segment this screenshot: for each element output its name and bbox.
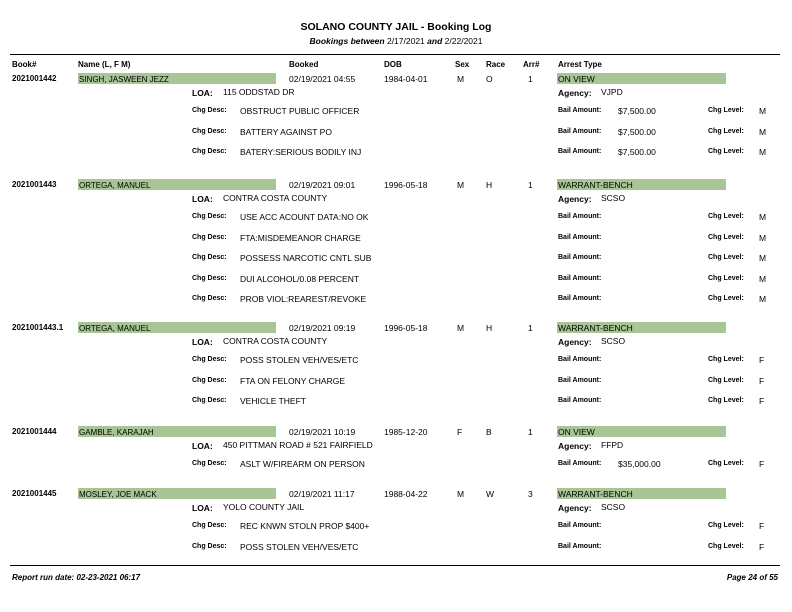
inmate-name: ORTEGA, MANUEL [79,324,151,333]
agency-value: SCSO [601,336,626,346]
bail-amount-label: Bail Amount: [558,542,602,550]
charge-desc-label: Chg Desc: [192,522,227,529]
col-header-booked: Booked [289,60,319,69]
race: H [486,323,493,333]
date-of-birth: 1984-04-01 [384,74,428,84]
bail-amount: $7,500.00 [618,126,656,137]
loa-label: LOA: [192,503,213,513]
booked-datetime: 02/19/2021 09:01 [289,180,356,190]
bail-amount-label: Bail Amount: [558,254,602,261]
charge-description: OBSTRUCT PUBLIC OFFICER [240,106,360,116]
sex: M [457,323,465,333]
arrest-count: 1 [528,427,533,437]
charge-level: M [759,106,767,116]
charge-level-label: Chg Level: [708,376,744,384]
charge-level: M [759,212,767,222]
charge-level: M [759,232,767,243]
arrest-type: WARRANT-BENCH [558,323,633,333]
charge-level-label: Chg Level: [708,542,744,550]
charge-level: F [759,375,765,386]
col-header-arrest-type: Arrest Type [558,60,602,69]
charge-level-label: Chg Level: [708,148,744,155]
charge-desc-label: Chg Desc: [192,397,227,404]
booking-number: 2021001443.1 [12,323,64,332]
bail-amount-label: Bail Amount: [558,148,602,155]
charge-level: M [759,253,767,263]
loa-value: CONTRA COSTA COUNTY [223,193,328,203]
charge-level-label: Chg Level: [708,522,744,529]
bail-amount: $35,000.00 [618,459,661,469]
col-header-dob: DOB [384,60,402,69]
charge-level-label: Chg Level: [708,233,744,241]
report-title: SOLANO COUNTY JAIL - Booking Log [300,21,492,33]
charge-description: POSS STOLEN VEH/VES/ETC [240,541,359,552]
loa-label: LOA: [192,441,213,451]
agency-label: Agency: [558,88,592,98]
booked-datetime: 02/19/2021 09:19 [289,323,356,333]
booking-number: 2021001442 [12,74,57,83]
col-header-book: Book# [12,60,37,69]
charge-description: DUI ALCOHOL/0.08 PERCENT [240,273,360,284]
charge-level: M [759,126,767,137]
inmate-name: ORTEGA, MANUEL [79,181,151,190]
charge-level: F [759,541,765,552]
date-of-birth: 1988-04-22 [384,489,428,499]
sex: M [457,180,465,190]
charge-desc-label: Chg Desc: [192,107,227,114]
sex: F [457,427,463,437]
date-of-birth: 1996-05-18 [384,180,428,190]
charge-desc-label: Chg Desc: [192,376,227,384]
bail-amount-label: Bail Amount: [558,356,602,363]
loa-label: LOA: [192,337,213,347]
booking-number: 2021001443 [12,180,57,189]
col-header-sex: Sex [455,60,470,69]
charge-level-label: Chg Level: [708,397,744,404]
charge-desc-label: Chg Desc: [192,254,227,261]
charge-description: ASLT W/FIREARM ON PERSON [240,459,365,469]
start-date: 2/17/2021 [386,36,425,46]
loa-value: 450 PITTMAN ROAD # 521 FAIRFIELD [223,440,373,450]
agency-label: Agency: [558,337,592,347]
charge-level-label: Chg Level: [708,213,744,220]
charge-description: BATTERY AGAINST PO [240,126,332,137]
bail-amount-label: Bail Amount: [558,397,602,404]
charge-level-label: Chg Level: [708,254,744,261]
arrest-type: ON VIEW [558,74,595,84]
header-divider [10,54,780,55]
bail-amount-label: Bail Amount: [558,127,602,135]
charge-level: F [759,459,765,469]
charge-level: F [759,396,765,406]
charge-level: M [759,294,767,304]
arrest-type: WARRANT-BENCH [558,180,633,190]
agency-label: Agency: [558,441,592,451]
charge-level: M [759,147,767,157]
charge-description: PROB VIOL:REAREST/REVOKE [240,294,367,304]
charge-desc-label: Chg Desc: [192,213,227,220]
charge-description: BATERY:SERIOUS BODILY INJ [240,147,362,157]
bail-amount-label: Bail Amount: [558,274,602,282]
arrest-count: 3 [528,489,533,499]
charge-description: POSS STOLEN VEH/VES/ETC [240,355,359,365]
charge-desc-label: Chg Desc: [192,460,227,467]
date-of-birth: 1996-05-18 [384,323,428,333]
booking-number: 2021001445 [12,489,57,498]
bail-amount-label: Bail Amount: [558,233,602,241]
arrest-count: 1 [528,323,533,333]
col-header-race: Race [486,60,506,69]
bail-amount-label: Bail Amount: [558,213,602,220]
charge-level: M [759,273,767,284]
report-subtitle [0,36,792,46]
arrest-count: 1 [528,180,533,190]
date-of-birth: 1985-12-20 [384,427,428,437]
charge-desc-label: Chg Desc: [192,274,227,282]
charge-level: F [759,521,765,531]
charge-desc-label: Chg Desc: [192,356,227,363]
charge-level-label: Chg Level: [708,107,744,114]
bail-amount-label: Bail Amount: [558,107,602,114]
footer-divider [10,565,780,566]
bail-amount-label: Bail Amount: [558,376,602,384]
loa-label: LOA: [192,88,213,98]
charge-desc-label: Chg Desc: [192,127,227,135]
charge-description: FTA:MISDEMEANOR CHARGE [240,232,361,243]
sex: M [457,489,465,499]
charge-level-label: Chg Level: [708,460,744,467]
bail-amount-label: Bail Amount: [558,295,602,302]
charge-level-label: Chg Level: [708,127,744,135]
loa-label: LOA: [192,194,213,204]
charge-level-label: Chg Level: [708,274,744,282]
booked-datetime: 02/19/2021 10:19 [289,427,356,437]
inmate-name: SINGH, JASWEEN JEZZ [79,75,169,84]
sex: M [457,74,465,84]
end-date: 2/22/2021 [444,36,483,46]
col-header-arr: Arr# [523,60,540,69]
charge-desc-label: Chg Desc: [192,233,227,241]
inmate-name: GAMBLE, KARAJAH [79,428,154,437]
charge-description: VEHICLE THEFT [240,396,306,406]
page-number: Page 24 of 55 [726,573,778,582]
arrest-count: 1 [528,74,533,84]
charge-level-label: Chg Level: [708,356,744,363]
charge-level: F [759,355,765,365]
agency-label: Agency: [558,503,592,513]
bail-amount: $7,500.00 [618,147,656,157]
agency-value: VJPD [601,87,623,97]
agency-value: SCSO [601,502,626,512]
report-run-date: Report run date: 02-23-2021 06:17 [12,573,141,582]
bail-amount: $7,500.00 [618,106,656,116]
loa-value: CONTRA COSTA COUNTY [223,336,328,346]
charge-desc-label: Chg Desc: [192,542,227,550]
bail-amount-label: Bail Amount: [558,522,602,529]
charge-level-label: Chg Level: [708,295,744,302]
booked-datetime: 02/19/2021 04:55 [289,74,356,84]
charge-description: USE ACC ACOUNT DATA:NO OK [240,212,369,222]
race: B [486,427,492,437]
arrest-type: WARRANT-BENCH [558,489,633,499]
charge-description: FTA ON FELONY CHARGE [240,375,346,386]
booked-datetime: 02/19/2021 11:17 [289,489,355,499]
charge-desc-label: Chg Desc: [192,148,227,155]
charge-description: POSSESS NARCOTIC CNTL SUB [240,253,372,263]
charge-desc-label: Chg Desc: [192,295,227,302]
loa-value: 115 ODDSTAD DR [223,87,295,97]
loa-value: YOLO COUNTY JAIL [223,502,305,512]
agency-value: FFPD [601,440,624,450]
arrest-type: ON VIEW [558,427,595,437]
agency-value: SCSO [601,193,626,203]
subtitle-and: and [427,36,443,46]
booking-number: 2021001444 [12,427,57,436]
race: W [486,489,495,499]
race: O [486,74,493,84]
charge-description: REC KNWN STOLN PROP $400+ [240,521,370,531]
col-header-name: Name (L, F M) [78,60,131,69]
agency-label: Agency: [558,194,592,204]
bail-amount-label: Bail Amount: [558,460,602,467]
race: H [486,180,493,190]
inmate-name: MOSLEY, JOE MACK [79,490,157,499]
subtitle-prefix: Bookings between [309,36,385,46]
